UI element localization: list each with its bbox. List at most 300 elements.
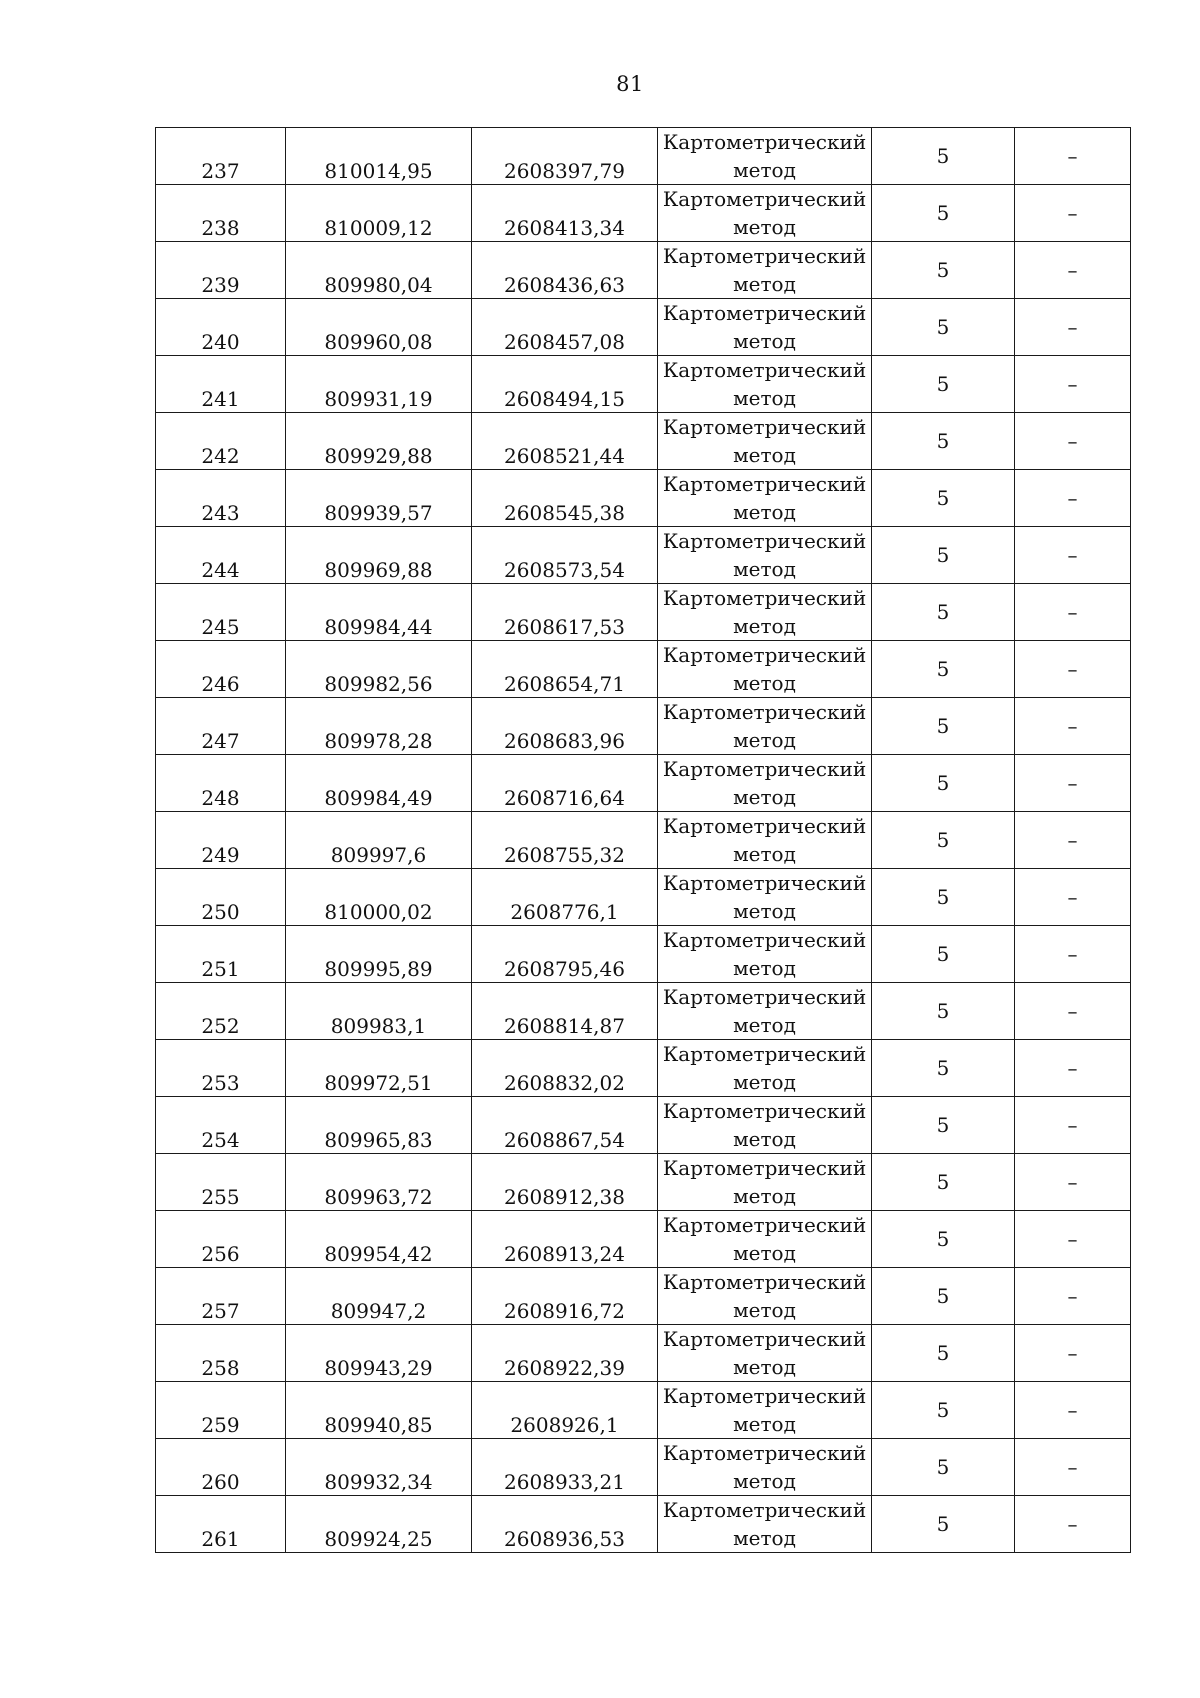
y-coordinate-cell-text: 2608716,64	[504, 786, 625, 810]
method-line-2: метод	[733, 899, 796, 923]
method-line-2: метод	[733, 1184, 796, 1208]
note-cell	[1015, 641, 1131, 698]
x-coordinate-cell-text: 809954,42	[324, 1242, 433, 1266]
x-coordinate-cell	[286, 1325, 472, 1382]
method-line-1: Картометрический	[662, 871, 867, 895]
y-coordinate-cell	[472, 698, 658, 755]
point-number-cell	[156, 413, 286, 470]
note-cell	[1015, 584, 1131, 641]
accuracy-cell-text: 5	[936, 1113, 950, 1137]
point-number-cell	[156, 641, 286, 698]
table-row	[156, 983, 1131, 1040]
note-cell	[1015, 1040, 1131, 1097]
point-number-cell	[156, 1496, 286, 1553]
point-number-cell-text: 258	[201, 1356, 240, 1380]
y-coordinate-cell-text: 2608916,72	[504, 1299, 625, 1323]
method-cell	[658, 1382, 872, 1439]
accuracy-cell-text: 5	[936, 144, 950, 168]
y-coordinate-cell-text: 2608933,21	[504, 1470, 625, 1494]
accuracy-cell	[872, 242, 1015, 299]
point-number-cell	[156, 1040, 286, 1097]
y-coordinate-cell-text: 2608832,02	[504, 1071, 625, 1095]
note-cell-text: –	[1067, 1170, 1078, 1194]
accuracy-cell	[872, 1040, 1015, 1097]
point-number-cell	[156, 128, 286, 185]
note-cell	[1015, 1382, 1131, 1439]
x-coordinate-cell-text: 809943,29	[324, 1356, 433, 1380]
note-cell	[1015, 755, 1131, 812]
x-coordinate-cell	[286, 185, 472, 242]
x-coordinate-cell	[286, 299, 472, 356]
accuracy-cell-text: 5	[936, 1512, 950, 1536]
method-line-2: метод	[733, 158, 796, 182]
note-cell	[1015, 1154, 1131, 1211]
method-line-1: Картометрический	[662, 1213, 867, 1237]
note-cell	[1015, 128, 1131, 185]
point-number-cell	[156, 1097, 286, 1154]
point-number-cell-text: 247	[201, 729, 240, 753]
point-number-cell-text: 260	[201, 1470, 240, 1494]
method-cell	[658, 128, 872, 185]
point-number-cell	[156, 356, 286, 413]
accuracy-cell-text: 5	[936, 771, 950, 795]
point-number-cell	[156, 1382, 286, 1439]
note-cell-text: –	[1067, 1341, 1078, 1365]
method-line-1: Картометрический	[662, 1498, 867, 1522]
x-coordinate-cell	[286, 584, 472, 641]
note-cell	[1015, 1439, 1131, 1496]
method-line-2: метод	[733, 386, 796, 410]
y-coordinate-cell-text: 2608795,46	[504, 957, 625, 981]
note-cell-text: –	[1067, 1113, 1078, 1137]
note-cell-text: –	[1067, 429, 1078, 453]
method-line-2: метод	[733, 1526, 796, 1550]
method-line-1: Картометрический	[662, 643, 867, 667]
table-row	[156, 869, 1131, 926]
method-cell	[658, 1211, 872, 1268]
method-line-2: метод	[733, 956, 796, 980]
x-coordinate-cell-text: 809995,89	[324, 957, 433, 981]
note-cell-text: –	[1067, 1455, 1078, 1479]
x-coordinate-cell	[286, 641, 472, 698]
y-coordinate-cell-text: 2608867,54	[504, 1128, 625, 1152]
accuracy-cell	[872, 527, 1015, 584]
point-number-cell-text: 255	[201, 1185, 240, 1209]
x-coordinate-cell-text: 809984,49	[324, 786, 433, 810]
x-coordinate-cell	[286, 527, 472, 584]
table-row	[156, 698, 1131, 755]
method-line-1: Картометрический	[662, 130, 867, 154]
x-coordinate-cell-text: 809969,88	[324, 558, 433, 582]
note-cell	[1015, 299, 1131, 356]
method-line-1: Картометрический	[662, 757, 867, 781]
x-coordinate-cell	[286, 242, 472, 299]
table-row	[156, 527, 1131, 584]
y-coordinate-cell	[472, 299, 658, 356]
note-cell-text: –	[1067, 315, 1078, 339]
x-coordinate-cell	[286, 1154, 472, 1211]
point-number-cell-text: 254	[201, 1128, 240, 1152]
table-row	[156, 299, 1131, 356]
method-cell	[658, 356, 872, 413]
y-coordinate-cell-text: 2608654,71	[504, 672, 625, 696]
x-coordinate-cell	[286, 983, 472, 1040]
y-coordinate-cell-text: 2608545,38	[504, 501, 625, 525]
point-number-cell	[156, 242, 286, 299]
y-coordinate-cell	[472, 413, 658, 470]
point-number-cell-text: 250	[201, 900, 240, 924]
point-number-cell	[156, 869, 286, 926]
x-coordinate-cell-text: 809960,08	[324, 330, 433, 354]
x-coordinate-cell-text: 809984,44	[324, 615, 433, 639]
accuracy-cell-text: 5	[936, 258, 950, 282]
note-cell-text: –	[1067, 1398, 1078, 1422]
note-cell-text: –	[1067, 201, 1078, 225]
point-number-cell-text: 238	[201, 216, 240, 240]
note-cell-text: –	[1067, 828, 1078, 852]
y-coordinate-cell	[472, 1496, 658, 1553]
accuracy-cell	[872, 1496, 1015, 1553]
note-cell	[1015, 1496, 1131, 1553]
method-line-2: метод	[733, 500, 796, 524]
accuracy-cell	[872, 869, 1015, 926]
accuracy-cell-text: 5	[936, 1341, 950, 1365]
note-cell	[1015, 983, 1131, 1040]
note-cell-text: –	[1067, 771, 1078, 795]
x-coordinate-cell	[286, 1496, 472, 1553]
note-cell-text: –	[1067, 1227, 1078, 1251]
table-row	[156, 1325, 1131, 1382]
method-line-1: Картометрический	[662, 301, 867, 325]
method-line-2: метод	[733, 1298, 796, 1322]
method-line-1: Картометрический	[662, 1270, 867, 1294]
method-cell	[658, 185, 872, 242]
x-coordinate-cell	[286, 926, 472, 983]
accuracy-cell	[872, 926, 1015, 983]
x-coordinate-cell-text: 809983,1	[330, 1014, 427, 1038]
accuracy-cell-text: 5	[936, 885, 950, 909]
table-row	[156, 641, 1131, 698]
method-cell	[658, 641, 872, 698]
method-line-2: метод	[733, 785, 796, 809]
x-coordinate-cell-text: 809978,28	[324, 729, 433, 753]
accuracy-cell-text: 5	[936, 201, 950, 225]
accuracy-cell-text: 5	[936, 1056, 950, 1080]
table-row	[156, 755, 1131, 812]
table-row	[156, 128, 1131, 185]
point-number-cell-text: 246	[201, 672, 240, 696]
note-cell-text: –	[1067, 1056, 1078, 1080]
point-number-cell-text: 251	[201, 957, 240, 981]
accuracy-cell-text: 5	[936, 429, 950, 453]
point-number-cell	[156, 983, 286, 1040]
coordinates-table-body	[156, 128, 1131, 1553]
note-cell	[1015, 185, 1131, 242]
point-number-cell	[156, 299, 286, 356]
point-number-cell	[156, 926, 286, 983]
point-number-cell	[156, 470, 286, 527]
method-line-1: Картометрический	[662, 1384, 867, 1408]
note-cell	[1015, 869, 1131, 926]
accuracy-cell-text: 5	[936, 1455, 950, 1479]
accuracy-cell	[872, 1154, 1015, 1211]
method-cell	[658, 1268, 872, 1325]
point-number-cell	[156, 1268, 286, 1325]
note-cell	[1015, 1211, 1131, 1268]
point-number-cell-text: 237	[201, 159, 240, 183]
method-cell	[658, 1439, 872, 1496]
method-cell	[658, 812, 872, 869]
method-line-2: метод	[733, 1355, 796, 1379]
note-cell	[1015, 527, 1131, 584]
x-coordinate-cell-text: 809931,19	[324, 387, 433, 411]
point-number-cell-text: 259	[201, 1413, 240, 1437]
x-coordinate-cell	[286, 1268, 472, 1325]
note-cell-text: –	[1067, 258, 1078, 282]
method-cell	[658, 584, 872, 641]
x-coordinate-cell-text: 809997,6	[330, 843, 427, 867]
y-coordinate-cell	[472, 584, 658, 641]
table-row	[156, 470, 1131, 527]
point-number-cell-text: 239	[201, 273, 240, 297]
note-cell	[1015, 812, 1131, 869]
accuracy-cell-text: 5	[936, 828, 950, 852]
note-cell	[1015, 1097, 1131, 1154]
point-number-cell-text: 240	[201, 330, 240, 354]
point-number-cell	[156, 1325, 286, 1382]
y-coordinate-cell	[472, 983, 658, 1040]
y-coordinate-cell-text: 2608755,32	[504, 843, 625, 867]
point-number-cell-text: 257	[201, 1299, 240, 1323]
note-cell	[1015, 1268, 1131, 1325]
x-coordinate-cell	[286, 128, 472, 185]
accuracy-cell	[872, 413, 1015, 470]
x-coordinate-cell	[286, 812, 472, 869]
y-coordinate-cell	[472, 128, 658, 185]
method-line-2: метод	[733, 1241, 796, 1265]
x-coordinate-cell-text: 809963,72	[324, 1185, 433, 1209]
x-coordinate-cell	[286, 470, 472, 527]
method-cell	[658, 413, 872, 470]
table-row	[156, 242, 1131, 299]
method-line-1: Картометрический	[662, 586, 867, 610]
y-coordinate-cell-text: 2608436,63	[504, 273, 625, 297]
point-number-cell-text: 253	[201, 1071, 240, 1095]
y-coordinate-cell	[472, 185, 658, 242]
note-cell-text: –	[1067, 1512, 1078, 1536]
x-coordinate-cell-text: 809932,34	[324, 1470, 433, 1494]
note-cell-text: –	[1067, 999, 1078, 1023]
accuracy-cell	[872, 755, 1015, 812]
accuracy-cell	[872, 1211, 1015, 1268]
y-coordinate-cell	[472, 527, 658, 584]
method-line-2: метод	[733, 329, 796, 353]
y-coordinate-cell	[472, 1382, 658, 1439]
accuracy-cell	[872, 1439, 1015, 1496]
method-line-1: Картометрический	[662, 244, 867, 268]
method-line-2: метод	[733, 557, 796, 581]
accuracy-cell-text: 5	[936, 714, 950, 738]
y-coordinate-cell-text: 2608814,87	[504, 1014, 625, 1038]
accuracy-cell-text: 5	[936, 1170, 950, 1194]
method-cell	[658, 1325, 872, 1382]
x-coordinate-cell-text: 809972,51	[324, 1071, 433, 1095]
y-coordinate-cell	[472, 869, 658, 926]
y-coordinate-cell-text: 2608776,1	[510, 900, 619, 924]
method-line-1: Картометрический	[662, 187, 867, 211]
point-number-cell-text: 252	[201, 1014, 240, 1038]
method-cell	[658, 470, 872, 527]
accuracy-cell	[872, 983, 1015, 1040]
table-row	[156, 1439, 1131, 1496]
y-coordinate-cell-text: 2608922,39	[504, 1356, 625, 1380]
method-line-1: Картометрический	[662, 1042, 867, 1066]
note-cell	[1015, 698, 1131, 755]
table-row	[156, 1154, 1131, 1211]
accuracy-cell	[872, 470, 1015, 527]
note-cell-text: –	[1067, 942, 1078, 966]
method-cell	[658, 869, 872, 926]
method-line-1: Картометрический	[662, 700, 867, 724]
y-coordinate-cell	[472, 812, 658, 869]
method-cell	[658, 926, 872, 983]
x-coordinate-cell	[286, 413, 472, 470]
y-coordinate-cell	[472, 755, 658, 812]
x-coordinate-cell	[286, 1382, 472, 1439]
y-coordinate-cell	[472, 356, 658, 413]
note-cell	[1015, 413, 1131, 470]
method-line-2: метод	[733, 1412, 796, 1436]
accuracy-cell-text: 5	[936, 315, 950, 339]
coordinates-table	[155, 127, 1131, 1553]
method-line-2: метод	[733, 728, 796, 752]
y-coordinate-cell-text: 2608457,08	[504, 330, 625, 354]
note-cell-text: –	[1067, 486, 1078, 510]
point-number-cell-text: 243	[201, 501, 240, 525]
table-row	[156, 1097, 1131, 1154]
x-coordinate-cell	[286, 755, 472, 812]
note-cell	[1015, 470, 1131, 527]
method-line-2: метод	[733, 272, 796, 296]
point-number-cell	[156, 584, 286, 641]
point-number-cell	[156, 1154, 286, 1211]
method-cell	[658, 242, 872, 299]
accuracy-cell-text: 5	[936, 543, 950, 567]
y-coordinate-cell	[472, 1268, 658, 1325]
method-line-2: метод	[733, 1070, 796, 1094]
x-coordinate-cell-text: 809947,2	[330, 1299, 427, 1323]
note-cell-text: –	[1067, 885, 1078, 909]
method-line-2: метод	[733, 443, 796, 467]
method-cell	[658, 755, 872, 812]
method-cell	[658, 299, 872, 356]
x-coordinate-cell	[286, 1211, 472, 1268]
point-number-cell-text: 256	[201, 1242, 240, 1266]
accuracy-cell	[872, 356, 1015, 413]
accuracy-cell	[872, 1097, 1015, 1154]
y-coordinate-cell-text: 2608521,44	[504, 444, 625, 468]
method-cell	[658, 1154, 872, 1211]
accuracy-cell-text: 5	[936, 1398, 950, 1422]
page-number: 81	[616, 72, 644, 96]
point-number-cell	[156, 1211, 286, 1268]
accuracy-cell-text: 5	[936, 372, 950, 396]
point-number-cell	[156, 1439, 286, 1496]
x-coordinate-cell-text: 809929,88	[324, 444, 433, 468]
note-cell	[1015, 1325, 1131, 1382]
method-line-2: метод	[733, 215, 796, 239]
note-cell	[1015, 356, 1131, 413]
y-coordinate-cell	[472, 1325, 658, 1382]
table-row	[156, 1040, 1131, 1097]
x-coordinate-cell-text: 810014,95	[324, 159, 433, 183]
y-coordinate-cell-text: 2608573,54	[504, 558, 625, 582]
method-line-1: Картометрический	[662, 1441, 867, 1465]
method-line-1: Картометрический	[662, 1327, 867, 1351]
method-line-1: Картометрический	[662, 985, 867, 1009]
method-line-1: Картометрический	[662, 814, 867, 838]
y-coordinate-cell	[472, 926, 658, 983]
x-coordinate-cell-text: 809939,57	[324, 501, 433, 525]
accuracy-cell	[872, 1382, 1015, 1439]
point-number-cell	[156, 185, 286, 242]
accuracy-cell	[872, 128, 1015, 185]
x-coordinate-cell-text: 809965,83	[324, 1128, 433, 1152]
method-line-2: метод	[733, 614, 796, 638]
point-number-cell	[156, 755, 286, 812]
point-number-cell	[156, 527, 286, 584]
method-line-1: Картометрический	[662, 358, 867, 382]
method-cell	[658, 983, 872, 1040]
accuracy-cell	[872, 1325, 1015, 1382]
x-coordinate-cell	[286, 356, 472, 413]
table-row	[156, 1382, 1131, 1439]
y-coordinate-cell	[472, 1211, 658, 1268]
x-coordinate-cell	[286, 1439, 472, 1496]
note-cell-text: –	[1067, 1284, 1078, 1308]
method-line-1: Картометрический	[662, 1156, 867, 1180]
y-coordinate-cell-text: 2608413,34	[504, 216, 625, 240]
note-cell-text: –	[1067, 600, 1078, 624]
accuracy-cell-text: 5	[936, 999, 950, 1023]
table-row	[156, 1496, 1131, 1553]
note-cell-text: –	[1067, 144, 1078, 168]
table-row	[156, 356, 1131, 413]
x-coordinate-cell-text: 810009,12	[324, 216, 433, 240]
method-line-2: метод	[733, 1127, 796, 1151]
y-coordinate-cell	[472, 242, 658, 299]
table-row	[156, 1268, 1131, 1325]
x-coordinate-cell-text: 809980,04	[324, 273, 433, 297]
point-number-cell	[156, 698, 286, 755]
method-line-2: метод	[733, 842, 796, 866]
x-coordinate-cell	[286, 869, 472, 926]
x-coordinate-cell	[286, 1040, 472, 1097]
accuracy-cell	[872, 299, 1015, 356]
method-cell	[658, 1040, 872, 1097]
method-line-1: Картометрический	[662, 472, 867, 496]
y-coordinate-cell	[472, 1154, 658, 1211]
note-cell	[1015, 242, 1131, 299]
point-number-cell-text: 261	[201, 1527, 240, 1551]
y-coordinate-cell-text: 2608913,24	[504, 1242, 625, 1266]
x-coordinate-cell-text: 809982,56	[324, 672, 433, 696]
method-line-2: метод	[733, 671, 796, 695]
note-cell-text: –	[1067, 714, 1078, 738]
accuracy-cell-text: 5	[936, 657, 950, 681]
y-coordinate-cell-text: 2608397,79	[504, 159, 625, 183]
x-coordinate-cell-text: 809940,85	[324, 1413, 433, 1437]
